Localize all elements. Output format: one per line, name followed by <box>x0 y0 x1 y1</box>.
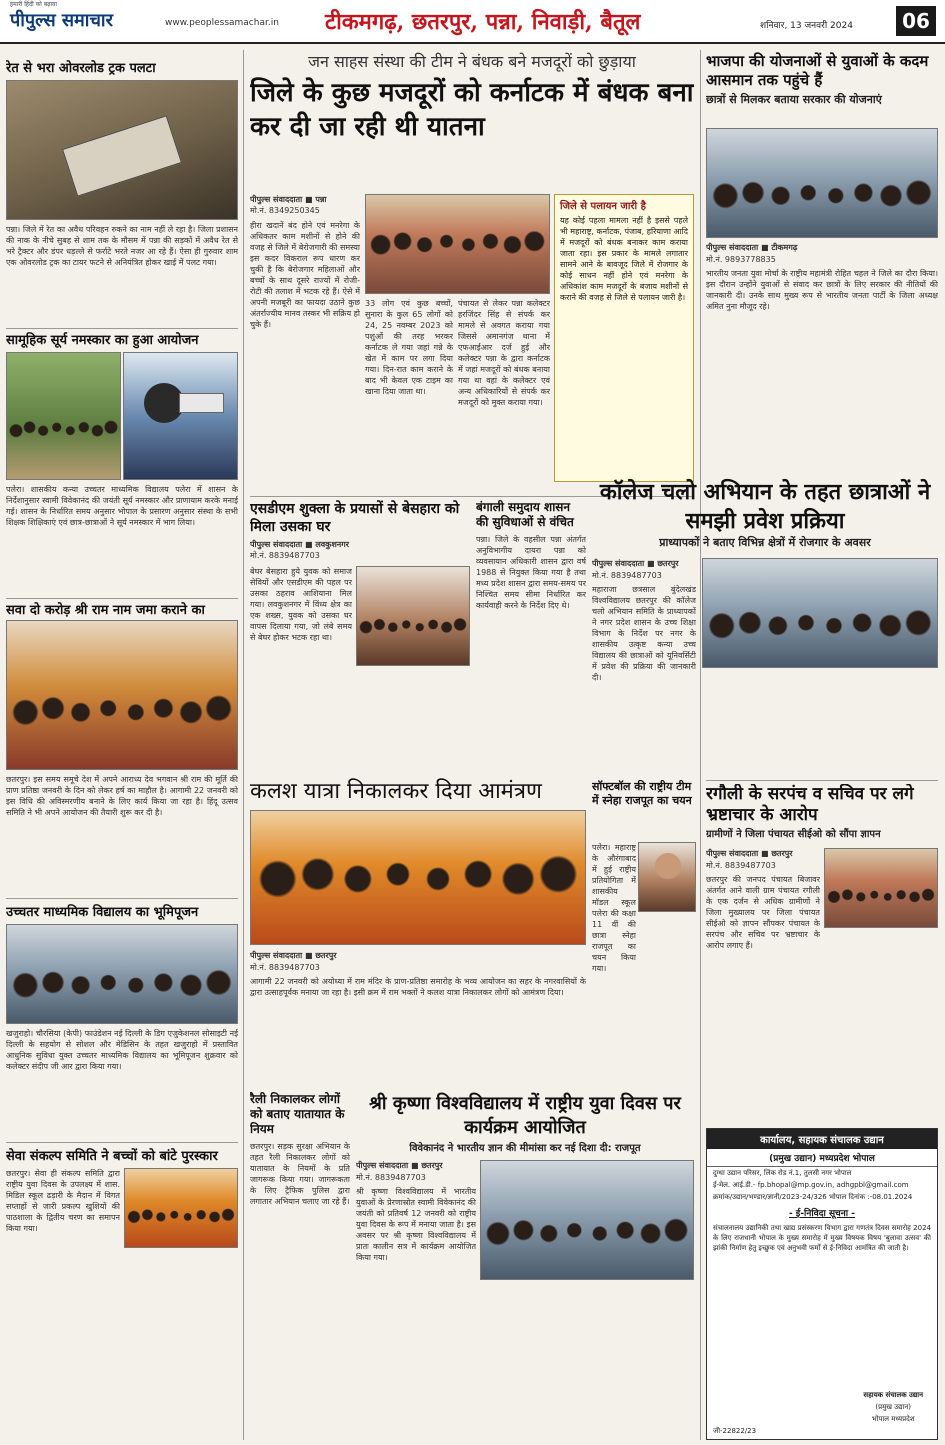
notice-signatory-city: भोपाल मध्यप्रदेश <box>871 1415 915 1423</box>
traffic-rally-story <box>250 1092 350 1392</box>
sidebox-body: यह कोई पहला मामला नहीं है इससे पहले भी महाराष्ट्र, कर्नाटक, पंजाब, हरियाणा आदि में मजदूरों को बंधक बनाकर काम कराया जाता रहा। इस प्रकार के मामले लगातार सामने आने के बावजूद जिले में रोजगार के कोई साधन नहीं होने एवं मनरेगा के अधिकांश काम मजदूरों के बजाय मशीनों से कराने की वजह से जिले से पलायन जारी है। <box>560 216 688 302</box>
story-divider <box>6 328 238 329</box>
lead-mobile: मो.नं. 8349250345 <box>250 206 320 215</box>
college-session-photo <box>702 558 938 668</box>
story-body: छतरपुर। इस समय समूचे देश में अपने आराध्य देव भगवान श्री राम की मूर्ति की प्राण प्रतिष्ठा जनवरी के दिन को लेकर हर्ष का माहौल है। आगामी 22 जनवरी को इस विधि की अविस्मरणीय बनाने के लिए कार्य किया जा रहा है। हिंदू उत्सव समिति ने भी अपने आयोजन की तैयारी शुरू कर दी है। <box>6 775 238 817</box>
story-mobile: मो.नं. 8839487703 <box>592 571 662 580</box>
college-chalo-story <box>592 478 938 778</box>
lead-story <box>250 52 694 492</box>
notice-address: दुग्धा उद्यान परिसर, लिंक रोड नं.1, तुलसी नगर भोपाल <box>713 1169 852 1177</box>
lead-headline: जिले के कुछ मजदूरों को कर्नाटक में बंधक बना कर दी जा रही थी यातना <box>250 78 694 142</box>
column-divider <box>243 50 244 1440</box>
story-headline: सेवा संकल्प समिति ने बच्चों को बांटे पुरस्कार <box>6 1149 218 1164</box>
story-byline: पीपुल्स संवाददाता ■ लवकुशनगर <box>250 540 349 549</box>
story-divider <box>6 598 238 599</box>
left-column <box>6 52 238 1442</box>
story-body: पन्ना। जिले में रेत का अवैध परिवहन रुकने का नाम नहीं ले रहा है। जिला प्रशासन की नाक के नीचे सुबह से शाम तक के मौसम में पन्ना की सड़कों में अवैध रेत से भरे ट्रैक्टर और डंपर धड़ल्ले से फर्राटे भरते नजर आ रहे हैं। ऐसा ही गुरुवार शाम एक ओवरलोड ट्रक का टायर फटने से अनियंत्रित होकर खाई में पलट गया। <box>6 225 238 267</box>
story-byline: पीपुल्स संवाददाता ■ टीकमगढ़ <box>706 243 798 252</box>
story-body: पन्ना। जिले के वहसील पन्ना अंतर्गत अनुविभागीय दायरा पन्ना को व्यवसायान अधिकारी शासन द्वारा वर्ष 1988 से नियुक्त किया गया है तथा मध्य प्रदेश शासन द्वारा समय-समय पर निश्चित समय सीमा निर्धारित कर कार्यवाही करने के निर्देश दिए थे। <box>476 535 586 610</box>
story-headline: सवा दो करोड़ श्री राम नाम जमा कराने का <box>6 603 205 618</box>
story-byline: पीपुल्स संवाददाता ■ छतरपुर <box>706 849 793 858</box>
story-headline: भाजपा की योजनाओं से युवाओं के कदम आसमान तक पहुंचे हैं <box>706 52 929 89</box>
story-body: पलेरा। शासकीय कन्या उच्चतर माध्यमिक विद्यालय पलेरा में शासन के निर्देशानुसार स्वामी विवेकानंद की जयंती सूर्य नमस्कार और प्राणायाम करके मनाई गई। शासन के निर्धारित समय अनुसार भोपाल के प्रसारण अनुसार संस्था के सभी शिक्षक शिक्षिकाएं एवं छात्र-छात्राओं ने सूर्य नमस्कार में भाग लिया। <box>6 485 238 527</box>
story-mobile: मो.नं. 8839487703 <box>356 1173 426 1182</box>
story-body: बेघर बेसहारा हुये युवक को समाज सेवियों और एसडीएम की पहल पर उसका ठहराव आशियाना मिल गया। लवकुशनगर में विंध्य क्षेत्र का एक शख्स, युवक को उसका घर वापस दिलाया गया, जो लंबे समय से बेघर होकर भटक रहा था। <box>250 567 352 642</box>
notice-signatory-dept: (प्रमुख उद्यान) <box>875 1403 911 1411</box>
surya-namaskar-photo <box>6 352 121 480</box>
story-body: आगामी 22 जनवरी को अयोध्या में राम मंदिर के प्राण-प्रतिष्ठा समारोह के भव्य आयोजन का सहर के नगरवासियों के द्वारा उत्साहपूर्वक मनाया जा रहा है। इसी क्रम में राम भक्तों ने कलश यात्रा निकालकर लोगों को आमंत्रण दिया। <box>250 977 586 997</box>
story-headline: सामूहिक सूर्य नमस्कार का हुआ आयोजन <box>6 333 199 348</box>
story-body: श्री कृष्णा विश्वविद्यालय में भारतीय युवाओं के प्रेरणास्रोत स्वामी विवेकानंद की जयंती को प्रतिवर्ष 12 जनवरी को राष्ट्रीय युवा दिवस के रूप में मनाया जाता है। इस अवसर पर श्री कृष्णा विश्वविद्यालय में प्रातः कालीन सत्र में कार्यक्रम आयोजित किया गया। <box>356 1187 476 1262</box>
story-headline: रैली निकालकर लोगों को बताए यातायात के नियम <box>250 1092 345 1136</box>
story-divider <box>706 780 938 781</box>
notice-heading: - ई-निविदा सूचना - <box>789 1209 855 1219</box>
story-mobile: मो.नं. 8839487703 <box>250 551 320 560</box>
notice-email[interactable]: ई-मेल. आई.डी.- fp.bhopal@mp.gov.in, adhgpbl@gmail.com <box>713 1181 909 1189</box>
lead-byline: पीपुल्स संवाददाता ■ पन्ना <box>250 195 327 204</box>
university-story <box>356 1092 694 1392</box>
story-divider <box>6 1142 238 1143</box>
story-body: छतरपुर। सड़क सुरक्षा अभियान के तहत रैली निकालकर लोगों को यातायात के नियमों के प्रति जागरूक किया गया। जागरूकता के लिए ट्रैफिक पुलिस द्वारा लगातार अभियान चलाए जा रहे हैं। <box>250 1142 350 1206</box>
story-mobile: मो.नं. 8839487703 <box>250 963 320 972</box>
prize-distribution-photo <box>124 1168 238 1248</box>
lead-body-3: पंचायत से लेकर पन्ना कलेक्टर हरजिंदर सिंह से संपर्क कर मामले से अवगत कराया गया जिससे अमानगंज थाना में एफआईआर दर्ज हुई और कलेक्टर पन्ना के द्वारा कर्नाटक में जहां मजदूरों को बंधक बनाया गया था वहां के कलेक्टर एवं अन्य अधिकारियों से संपर्क कर मजदूरों को मुक्त कराया गया। <box>458 299 550 407</box>
bjp-youth-story <box>706 52 938 482</box>
story-body: महाराजा छत्रसाल बुंदेलखंड विश्वविद्यालय छतरपुर की कॉलेज चलो अभियान समिति के प्राध्यापकों ने नगर प्रदेश शासन के उच्च शिक्षा विभाग के निर्देश पर नगर के शासकीय उत्कृष्ट कन्या उच्च विद्यालय की छात्राओं को यूनिवर्सिटी में प्रवेश की प्रक्रिया की जानकारी दी। <box>592 585 696 682</box>
villagers-memorandum-photo <box>824 848 938 928</box>
megaphone-man-photo <box>123 352 238 480</box>
masthead <box>0 0 945 44</box>
story-body: छतरपुर। सेवा ही संकल्प समिति द्वारा राष्ट्रीय युवा दिवस के उपलक्ष्य में शास. मिडिल स्कूल ढड़ारी के मैदान में विगत सप्ताहों से जारी प्रकल्प खुशियों की पाठशाला के द्वितीय चरण का समापन किया गया। <box>6 1169 120 1233</box>
bhoomi-pujan-photo <box>6 924 238 1024</box>
story-subheadline: छात्रों से मिलकर बताया सरकार की योजनाएं <box>706 93 882 106</box>
story-headline: रगौली के सरपंच व सचिव पर लगे भ्रष्टाचार के आरोप <box>706 784 914 825</box>
story-headline: कलश यात्रा निकालकर दिया आमंत्रण <box>250 779 542 804</box>
kalash-yatra-story <box>250 778 586 1088</box>
notice-office: कार्यालय, सहायक संचालक उद्यान <box>707 1129 937 1149</box>
story-body: छतरपुर की जनपद पंचायत बिजावर अंतर्गत आने वाली ग्राम पंचायत रगौली के एक दर्जन से अधिक ग्रामीणों ने जिला मुख्यालय पर जिला पंचायत सीईओ को ज्ञापन सौंपकर पंचायत के सरपंच और सचिव पर भ्रष्टाचार के आरोप लगाए हैं। <box>706 875 820 950</box>
story-subheadline: प्राध्यापकों ने बताए विभिन्न क्षेत्रों में रोजगार के अवसर <box>659 536 871 549</box>
rescued-labourers-photo <box>365 194 550 294</box>
story-body: भारतीय जनता युवा मोर्चा के राष्ट्रीय महामंत्री रोहित चहल ने जिले का दौरा किया। इस दौरान उन्होंने युवाओं से संवाद कर छात्रों के लिए सरकार की नीतियों की जानकारी दी। उनके साथ मुख्य रूप से भारतीय जनता पार्टी के जिला अध्यक्ष अमित नुना मौजूद रहे। <box>706 269 938 311</box>
logo-text: पीपुल्स समाचार <box>10 10 113 31</box>
story-headline: कॉलेज चलो अभियान के तहत छात्राओं ने समझी प्रवेश प्रक्रिया <box>599 479 931 534</box>
bengali-story <box>476 500 586 775</box>
website-url[interactable]: www.peoplessamachar.in <box>165 18 279 28</box>
notice-signatory: सहायक संचालक उद्यान <box>863 1391 923 1399</box>
overturned-truck-photo <box>6 80 238 220</box>
story-headline: रेत से भरा ओवरलोड ट्रक पलटा <box>6 61 156 76</box>
story-mobile: मो.नं. 9893778835 <box>706 255 776 264</box>
page-number: 06 <box>896 6 936 36</box>
notice-body: संचालनालय उद्यानिकी तथा खाद्य प्रसंस्करण विभाग द्वारा गणतंत्र दिवस समारोह 2024 के लिए राजधानी भोपाल के मुख्य समारोह में मुख्य विषयक विषय 'बुलावा उत्सव' की झांकी निर्माण हेतु इच्छुक एवं अनुभवी फर्मों से ई-निविदा आमंत्रित की जाती है। <box>713 1224 931 1252</box>
tender-notice <box>706 1128 938 1440</box>
newspaper-logo <box>10 1 113 32</box>
lead-body-2: 33 लोग एवं कुछ बच्चों, सुनारा के कुल 65 लोगों को 24, 25 नवम्बर 2023 को पशुओं की तरह भरकर कर्नाटक ले गया जहां गन्ने के खेत में काम पर लगा दिया गया। दिन-रात काम कराने के बाद भी केवल एक टाइम का खाना दिया जाता था। <box>365 299 453 396</box>
logo-tagline: हमारी हिंदी को बढ़ावा <box>10 1 57 8</box>
ram-naam-sankalp-photo <box>6 620 238 770</box>
story-headline: एसडीएम शुक्ला के प्रयासों से बेसहारा को मिला उसका घर <box>250 501 460 535</box>
story-headline: सॉफ्टबॉल की राष्ट्रीय टीम में स्नेहा राजपूत का चयन <box>592 780 692 807</box>
lead-kicker: जन साहस संस्था की टीम ने बंधक बने मजदूरों को छुड़ाया <box>308 52 636 71</box>
notice-reference: क्रमांक/उद्यान/भण्डार/ज्ञानी/2023-24/326 भोपाल दिनांक :-08.01.2024 <box>713 1193 913 1201</box>
sdm-handover-photo <box>356 566 470 666</box>
sdm-story <box>250 500 470 775</box>
story-headline: श्री कृष्णा विश्वविद्यालय में राष्ट्रीय युवा दिवस पर कार्यक्रम आयोजित <box>369 1093 681 1138</box>
story-byline: पीपुल्स संवाददाता ■ छतरपुर <box>356 1161 443 1170</box>
region-title: टीकमगढ़, छतरपुर, पन्ना, निवाड़ी, बैतूल <box>325 9 641 35</box>
softball-story <box>592 780 696 1088</box>
notice-office-sub: (प्रमुख उद्यान) मध्यप्रदेश भोपाल <box>707 1149 937 1167</box>
lead-body-1: हीरा खदानें बंद होने एवं मनरेगा के अधिकतर काम मशीनों से होने की वजह से जिले में बेरोजगारी की समस्या इस कदर विकराल रूप धारण कर चुकी है कि बेरोजगार महिलाओं और बच्चों के साथ दूसरे राज्यों में रोजी-रोटी की तलाश में भटक रहे हैं। ऐसे में अपनी मजबूरी का फायदा उठाने कुछ अंतर्राज्यीय मानव तस्कर भी सक्रिय हो चुके हैं। <box>250 221 360 329</box>
sidebox-title: जिले से पलायन जारी है <box>560 201 646 212</box>
story-byline: पीपुल्स संवाददाता ■ छतरपुर <box>250 951 337 960</box>
ragauli-story <box>706 784 938 1124</box>
youth-day-event-photo <box>480 1160 694 1280</box>
sneha-rajput-portrait <box>638 842 696 912</box>
edition-date: शनिवार, 13 जनवरी 2024 <box>760 21 853 31</box>
kalash-yatra-photo <box>250 810 586 945</box>
story-subheadline: ग्रामीणों ने जिला पंचायत सीईओ को सौंपा ज्ञापन <box>706 829 881 840</box>
story-divider <box>6 898 238 899</box>
story-body: खजुराहो। चौरसिया (केपी) फाउंडेशन नई दिल्ली के डिग एजुकेशनल सोसाइटी नई दिल्ली के सहयोग से सोशल और मेडिसिन के तहत खजुराहो में प्रस्तावित आधुनिक सुविधा युक्त उच्चतर माध्यमिक विद्यालय का भूमिपूजन शुक्रवार को कलेक्टर संदीप जी आर द्वारा किया गया। <box>6 1029 238 1071</box>
student-meeting-photo <box>706 128 938 238</box>
story-byline: पीपुल्स संवाददाता ■ छतरपुर <box>592 559 679 568</box>
migration-sidebox <box>554 194 694 482</box>
story-mobile: मो.नं. 8839487703 <box>706 861 776 870</box>
story-body: पलेरा। महाराष्ट्र के औरंगाबाद में हुई राष्ट्रीय प्रतियोगिता में शासकीय मॉडल स्कूल पलेरा की कक्षा 11 वीं की छात्रा स्नेहा राजपूत का चयन किया गया। <box>592 843 636 973</box>
notice-code: जी-22822/23 <box>713 1427 757 1435</box>
story-headline: उच्चतर माध्यमिक विद्यालय का भूमिपूजन <box>6 905 199 920</box>
story-headline: बंगाली समुदाय शासन की सुविधाओं से वंचित <box>476 500 574 529</box>
story-subheadline: विवेकानंद ने भारतीय ज्ञान की मीमांसा कर नई दिशा दी: राजपूत <box>409 1143 641 1154</box>
